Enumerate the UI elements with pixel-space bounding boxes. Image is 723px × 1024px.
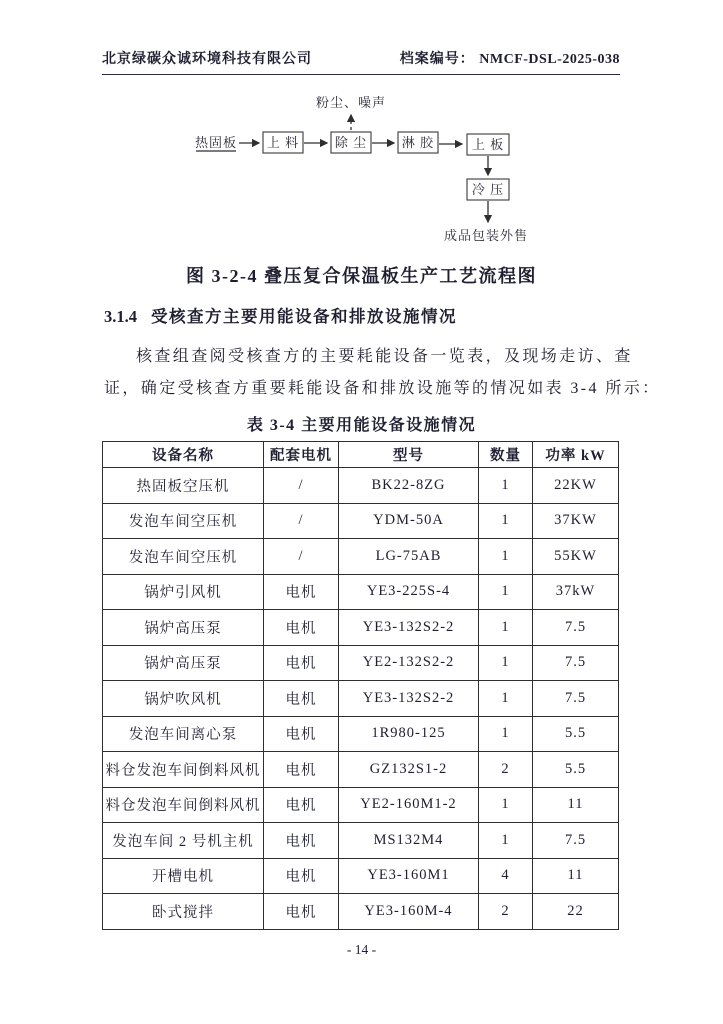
table-cell: 1 <box>479 539 533 575</box>
table-cell: 4 <box>479 858 533 894</box>
table-cell: YE3-160M-4 <box>339 894 479 930</box>
paragraph-line-1: 核查组查阅受核查方的主要耗能设备一览表，及现场走访、查 <box>136 348 633 365</box>
table-cell: / <box>264 503 339 539</box>
table-row <box>103 681 619 717</box>
table-row <box>103 858 619 894</box>
table-cell: 5.5 <box>533 752 619 788</box>
table-cell: 锅炉吹风机 <box>103 681 264 717</box>
flow-box-label: 上 料 <box>266 135 300 150</box>
table-row <box>103 610 619 646</box>
table-row <box>103 468 619 504</box>
table-cell: 1 <box>479 574 533 610</box>
table-cell: 电机 <box>264 858 339 894</box>
table-header-row <box>103 442 619 468</box>
table-cell: YE3-132S2-2 <box>339 610 479 646</box>
section-title: 受核查方主要用能设备和排放设施情况 <box>151 307 457 326</box>
table-cell: 发泡车间空压机 <box>103 539 264 575</box>
table-cell: 37kW <box>533 574 619 610</box>
table-row <box>103 539 619 575</box>
table-cell: 电机 <box>264 894 339 930</box>
table-cell: 1R980-125 <box>339 716 479 752</box>
table-cell: / <box>264 468 339 504</box>
table-cell: 7.5 <box>533 610 619 646</box>
table-row <box>103 894 619 930</box>
table-cell: 5.5 <box>533 716 619 752</box>
table-row <box>103 503 619 539</box>
table-row <box>103 716 619 752</box>
table-cell: 22 <box>533 894 619 930</box>
table-header-cell: 配套电机 <box>264 442 339 468</box>
table-header-cell: 数量 <box>479 442 533 468</box>
table-cell: 电机 <box>264 574 339 610</box>
table-header-cell: 型号 <box>339 442 479 468</box>
table-cell: 电机 <box>264 681 339 717</box>
table-header-cell: 设备名称 <box>103 442 264 468</box>
table-cell: BK22-8ZG <box>339 468 479 504</box>
section-number: 3.1.4 <box>104 307 137 326</box>
table-cell: YE3-132S2-2 <box>339 681 479 717</box>
table-cell: 1 <box>479 645 533 681</box>
table-title: 表 3-4 主要用能设备设施情况 <box>246 417 477 434</box>
table-cell: 料仓发泡车间倒料风机 <box>103 787 264 823</box>
table-cell: 电机 <box>264 610 339 646</box>
table-cell: 1 <box>479 681 533 717</box>
table-cell: GZ132S1-2 <box>339 752 479 788</box>
flow-box-label: 淋 胶 <box>401 135 435 150</box>
table-cell: 开槽电机 <box>103 858 264 894</box>
table-cell: 1 <box>479 716 533 752</box>
figure-caption: 图 3-2-4 叠压复合保温板生产工艺流程图 <box>186 266 537 286</box>
company-name: 北京绿碳众诚环境科技有限公司 <box>102 52 312 67</box>
table-cell: 1 <box>479 823 533 859</box>
table-cell: 卧式搅拌 <box>103 894 264 930</box>
flow-box-label: 上 板 <box>471 137 505 152</box>
table-cell: 7.5 <box>533 823 619 859</box>
table-cell: / <box>264 539 339 575</box>
table-cell: 2 <box>479 752 533 788</box>
table-cell: 7.5 <box>533 681 619 717</box>
table-cell: 11 <box>533 787 619 823</box>
table-cell: 22KW <box>533 468 619 504</box>
table-cell: 锅炉高压泵 <box>103 645 264 681</box>
table-cell: 电机 <box>264 823 339 859</box>
table-cell: 11 <box>533 858 619 894</box>
table-cell: YDM-50A <box>339 503 479 539</box>
file-number-label: 档案编号： <box>399 52 475 67</box>
table-cell: 发泡车间离心泵 <box>103 716 264 752</box>
page-header <box>102 48 620 75</box>
table-cell: 2 <box>479 894 533 930</box>
flow-input-label: 热固板 <box>194 135 238 150</box>
table-cell: 1 <box>479 503 533 539</box>
table-cell: YE2-132S2-2 <box>339 645 479 681</box>
table-cell: 电机 <box>264 787 339 823</box>
table-cell: YE3-160M1 <box>339 858 479 894</box>
page-number: - 14 - <box>346 942 377 957</box>
table-cell: 热固板空压机 <box>103 468 264 504</box>
flow-box-label: 除 尘 <box>334 135 368 150</box>
table-cell: 37KW <box>533 503 619 539</box>
table-cell: 7.5 <box>533 645 619 681</box>
table-cell: 发泡车间 2 号机主机 <box>103 823 264 859</box>
file-number <box>400 48 620 68</box>
table-cell: 55KW <box>533 539 619 575</box>
table-cell: YE3-225S-4 <box>339 574 479 610</box>
table-cell: 电机 <box>264 716 339 752</box>
file-number-value: NMCF-DSL-2025-038 <box>479 52 620 67</box>
table-row <box>103 823 619 859</box>
table-cell: 锅炉高压泵 <box>103 610 264 646</box>
table-row <box>103 574 619 610</box>
table-cell: 电机 <box>264 752 339 788</box>
table-cell: 1 <box>479 610 533 646</box>
table-row <box>103 787 619 823</box>
table-cell: 发泡车间空压机 <box>103 503 264 539</box>
table-cell: MS132M4 <box>339 823 479 859</box>
equipment-table <box>102 441 619 930</box>
table-cell: LG-75AB <box>339 539 479 575</box>
table-cell: 1 <box>479 787 533 823</box>
table-cell: 1 <box>479 468 533 504</box>
flow-output-label: 成品包装外售 <box>443 228 529 243</box>
section-heading <box>104 303 624 327</box>
table-cell: 电机 <box>264 645 339 681</box>
paragraph-line-2: 证，确定受核查方重要耗能设备和排放设施等的情况如表 3-4 所示： <box>104 380 661 397</box>
table-row <box>103 752 619 788</box>
process-flowchart <box>118 86 608 251</box>
emission-label: 粉尘、噪声 <box>315 95 387 110</box>
table-header-cell: 功率 kW <box>533 442 619 468</box>
table-cell: YE2-160M1-2 <box>339 787 479 823</box>
table-row <box>103 645 619 681</box>
flow-box-label: 冷 压 <box>471 182 505 197</box>
table-cell: 料仓发泡车间倒料风机 <box>103 752 264 788</box>
table-cell: 锅炉引风机 <box>103 574 264 610</box>
